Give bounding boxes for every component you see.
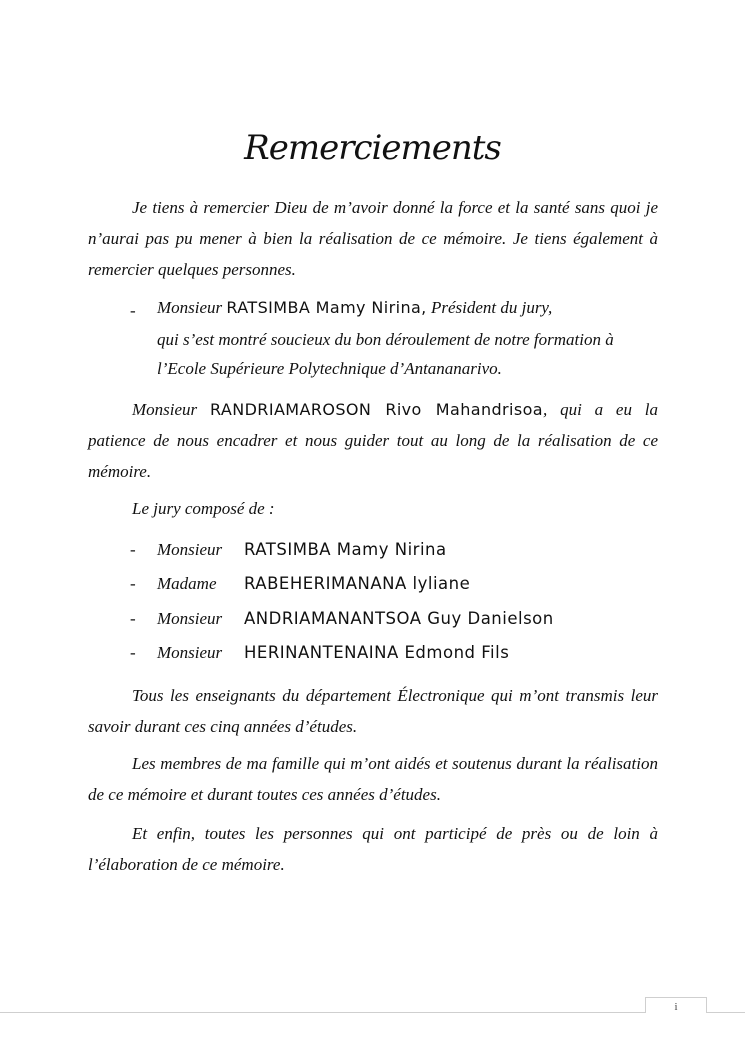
bullet-dash: - [130,301,136,320]
page-title: Remerciements [244,128,501,168]
jury-name: RABEHERIMANANA lyliane [244,574,471,593]
closing-paragraph: Et enfin, toutes les personnes qui ont participé de près ou de loin à l’élaboration de ce mémoire. [88,824,658,874]
president-prefix: Monsieur [157,298,223,317]
jury-title: Monsieur [157,540,223,559]
president-name: RATSIMBA Mamy Nirina, [226,298,427,317]
jury-name: HERINANTENAINA Edmond Fils [244,643,510,662]
bullet-dash: - [130,643,136,662]
jury-name: ANDRIAMANANTSOA Guy Danielson [244,609,554,628]
supervisor-text: , qui a eu la patience de nous encadrer et nous guider tout au long de la réalisation de ce mémoire. [88,400,659,481]
jury-title: Monsieur [157,609,223,628]
president-role: Président du jury, [430,298,553,317]
bullet-dash: - [130,574,136,593]
supervisor-name: RANDRIAMAROSON Rivo Mahandrisoa [210,400,543,419]
jury-item [130,638,670,668]
jury-title: Monsieur [157,643,223,662]
jury-intro: Le jury composé de : [132,499,275,518]
president-line [157,292,657,323]
supervisor-prefix: Monsieur [132,400,198,419]
intro-paragraph: Je tiens à remercier Dieu de m’avoir donné la force et la santé sans quoi je n’aurai pas pu mener à bien la réalisation de ce mémoire. Je tiens également à remercier quelques personnes. [88,198,658,279]
president-line-2: qui s’est montré soucieux du bon déroulement de notre formation à [157,330,614,349]
president-line-3: l’Ecole Supérieure Polytechnique d’Antananarivo. [157,359,502,378]
page-number: i [645,997,707,1013]
jury-name: RATSIMBA Mamy Nirina [244,540,447,559]
bullet-dash: - [130,540,136,559]
jury-item [130,535,670,565]
family-paragraph: Les membres de ma famille qui m’ont aidés et soutenus durant la réalisation de ce mémoire et durant toutes ces années d’études. [88,754,658,804]
bullet-dash: - [130,609,136,628]
supervisor-paragraph [88,394,658,487]
jury-title: Madame [157,574,217,593]
teachers-paragraph: Tous les enseignants du département Électronique qui m’ont transmis leur savoir durant ces cinq années d’études. [88,686,658,736]
jury-item [130,604,670,634]
jury-item [130,569,670,599]
footer-divider [0,1012,745,1013]
